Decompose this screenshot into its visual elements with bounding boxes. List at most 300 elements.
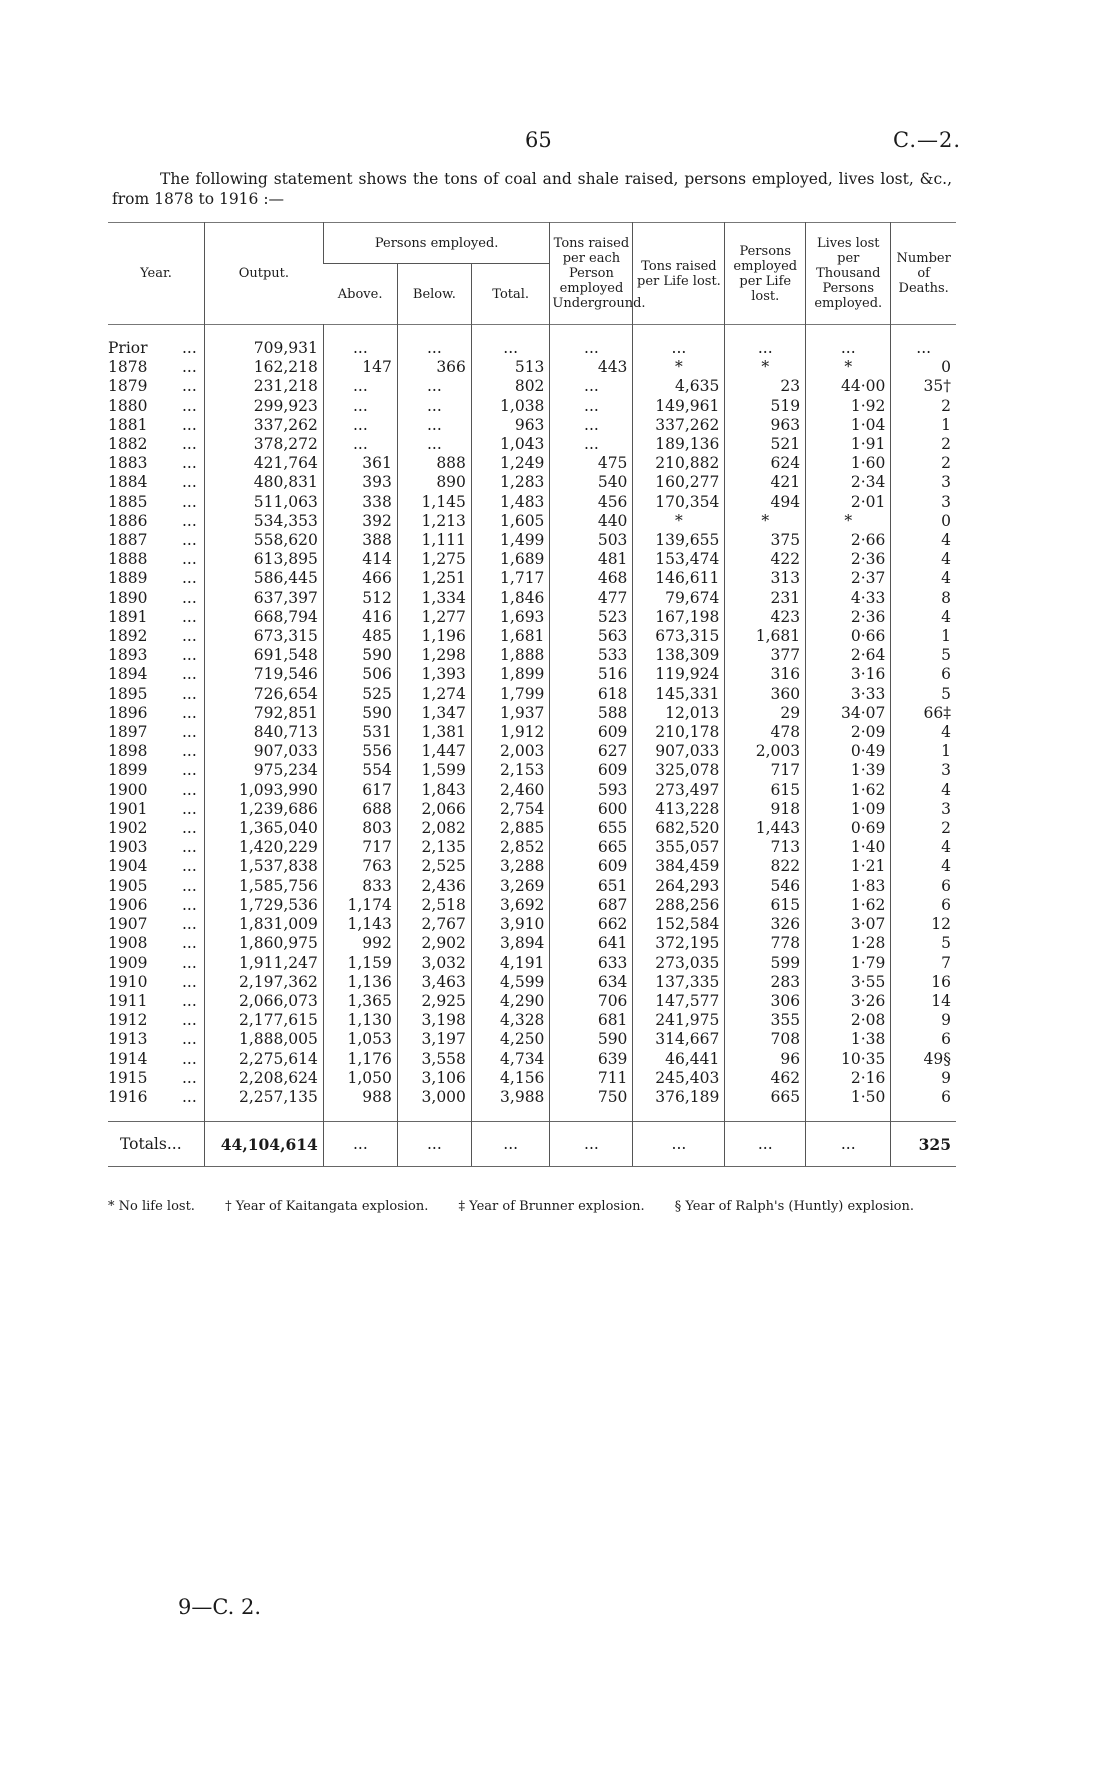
cell-output: 840,713: [204, 723, 323, 742]
cell-below: 1,347: [397, 704, 471, 723]
totals-tons-per-life: ...: [633, 1122, 725, 1167]
totals-label-cell: [108, 1122, 204, 1167]
cell-total: 2,153: [471, 761, 550, 780]
year-leader: ...: [182, 569, 197, 588]
cell-above: 556: [323, 742, 397, 761]
cell-output: 975,234: [204, 761, 323, 780]
cell-below: ...: [397, 435, 471, 454]
cell-deaths: 4: [891, 608, 956, 627]
table-row: [108, 435, 956, 454]
cell-output: 1,537,838: [204, 857, 323, 876]
cell-total: 1,038: [471, 397, 550, 416]
year-leader: ...: [182, 991, 197, 1010]
cell-lives-per-thousand: 0·66: [806, 627, 891, 646]
cell-output: 709,931: [204, 339, 323, 358]
cell-tons-per-life: 139,655: [633, 531, 725, 550]
cell-tons-per-person: 627: [550, 742, 633, 761]
cell-above: ...: [323, 397, 397, 416]
table-row: [108, 781, 956, 800]
year-label: 1893: [108, 646, 148, 665]
cell-tons-per-person: 481: [550, 550, 633, 569]
table-row: [108, 896, 956, 915]
header-year: Year.: [140, 266, 172, 281]
cell-tons-per-person: 634: [550, 973, 633, 992]
year-leader: ...: [182, 799, 197, 818]
cell-total: 1,799: [471, 685, 550, 704]
cell-deaths: 1: [891, 627, 956, 646]
year-leader: ...: [182, 972, 197, 991]
cell-tons-per-life: 146,611: [633, 569, 725, 588]
cell-output: 726,654: [204, 685, 323, 704]
year-leader: ...: [182, 492, 197, 511]
year-label: 1912: [108, 1011, 148, 1030]
cell-above: 485: [323, 627, 397, 646]
cell-year: [108, 435, 204, 454]
cell-tons-per-life: 384,459: [633, 857, 725, 876]
cell-below: ...: [397, 339, 471, 358]
cell-year: [108, 973, 204, 992]
cell-output: 558,620: [204, 531, 323, 550]
year-label: 1913: [108, 1030, 148, 1049]
cell-below: ...: [397, 377, 471, 396]
cell-below: 2,066: [397, 800, 471, 819]
cell-total: 4,191: [471, 954, 550, 973]
totals-persons-per-life: ...: [725, 1122, 806, 1167]
cell-output: 673,315: [204, 627, 323, 646]
statistics-table: [108, 222, 956, 1167]
cell-tons-per-person: 590: [550, 1030, 633, 1049]
cell-above: ...: [323, 435, 397, 454]
cell-tons-per-life: 337,262: [633, 416, 725, 435]
cell-above: ...: [323, 416, 397, 435]
cell-output: 2,275,614: [204, 1050, 323, 1069]
cell-tons-per-life: 137,335: [633, 973, 725, 992]
year-leader: ...: [182, 607, 197, 626]
cell-deaths: 4: [891, 723, 956, 742]
cell-lives-per-thousand: 1·83: [806, 877, 891, 896]
cell-below: 366: [397, 358, 471, 377]
cell-lives-per-thousand: *: [806, 358, 891, 377]
totals-below: ...: [397, 1122, 471, 1167]
cell-persons-per-life: 963: [725, 416, 806, 435]
cell-output: 1,420,229: [204, 838, 323, 857]
cell-persons-per-life: 717: [725, 761, 806, 780]
cell-lives-per-thousand: *: [806, 512, 891, 531]
cell-persons-per-life: 377: [725, 646, 806, 665]
spacer-row: [108, 1107, 956, 1122]
cell-year: [108, 819, 204, 838]
cell-tons-per-person: 609: [550, 723, 633, 742]
cell-lives-per-thousand: 1·28: [806, 934, 891, 953]
cell-below: ...: [397, 397, 471, 416]
cell-deaths: ...: [891, 339, 956, 358]
year-label: 1894: [108, 665, 148, 684]
year-label: 1892: [108, 627, 148, 646]
header-deaths: Number of Deaths.: [891, 223, 956, 325]
table-row: [108, 723, 956, 742]
cell-persons-per-life: *: [725, 512, 806, 531]
cell-lives-per-thousand: 1·60: [806, 454, 891, 473]
cell-total: 3,894: [471, 934, 550, 953]
cell-persons-per-life: 231: [725, 589, 806, 608]
cell-year: [108, 493, 204, 512]
cell-output: 613,895: [204, 550, 323, 569]
cell-tons-per-life: 119,924: [633, 665, 725, 684]
cell-lives-per-thousand: 1·09: [806, 800, 891, 819]
cell-tons-per-person: 563: [550, 627, 633, 646]
cell-deaths: 2: [891, 397, 956, 416]
cell-tons-per-person: 456: [550, 493, 633, 512]
cell-deaths: 4: [891, 531, 956, 550]
year-leader: ...: [182, 377, 197, 396]
cell-output: 231,218: [204, 377, 323, 396]
year-leader: ...: [182, 396, 197, 415]
footnotes: [108, 1198, 956, 1215]
table-row: [108, 742, 956, 761]
table-row: [108, 397, 956, 416]
year-label: 1887: [108, 531, 148, 550]
table-row: [108, 954, 956, 973]
cell-tons-per-life: 355,057: [633, 838, 725, 857]
cell-total: 4,250: [471, 1030, 550, 1049]
year-leader: ...: [182, 953, 197, 972]
cell-above: 1,050: [323, 1069, 397, 1088]
cell-tons-per-life: 145,331: [633, 685, 725, 704]
cell-year: [108, 416, 204, 435]
cell-year: [108, 454, 204, 473]
cell-tons-per-life: 314,667: [633, 1030, 725, 1049]
cell-tons-per-life: 160,277: [633, 473, 725, 492]
cell-tons-per-person: 540: [550, 473, 633, 492]
cell-below: 3,032: [397, 954, 471, 973]
cell-deaths: 1: [891, 416, 956, 435]
cell-year: [108, 512, 204, 531]
footnote-no-life-lost: * No life lost.: [108, 1199, 195, 1214]
cell-tons-per-life: 138,309: [633, 646, 725, 665]
table-row: [108, 973, 956, 992]
cell-below: 3,463: [397, 973, 471, 992]
cell-tons-per-life: 46,441: [633, 1050, 725, 1069]
year-label: 1902: [108, 819, 148, 838]
cell-persons-per-life: 708: [725, 1030, 806, 1049]
cell-tons-per-person: 533: [550, 646, 633, 665]
cell-total: 1,043: [471, 435, 550, 454]
cell-output: 792,851: [204, 704, 323, 723]
year-label: 1914: [108, 1049, 148, 1068]
year-leader: ...: [182, 1068, 197, 1087]
year-label: 1907: [108, 915, 148, 934]
cell-tons-per-person: 639: [550, 1050, 633, 1069]
cell-tons-per-person: 618: [550, 685, 633, 704]
cell-above: 590: [323, 704, 397, 723]
cell-above: 1,365: [323, 992, 397, 1011]
cell-below: 1,277: [397, 608, 471, 627]
cell-lives-per-thousand: 1·04: [806, 416, 891, 435]
cell-tons-per-person: 687: [550, 896, 633, 915]
year-label: 1890: [108, 588, 148, 607]
cell-year: [108, 742, 204, 761]
cell-output: 299,923: [204, 397, 323, 416]
cell-persons-per-life: 519: [725, 397, 806, 416]
cell-persons-per-life: 326: [725, 915, 806, 934]
cell-tons-per-life: 245,403: [633, 1069, 725, 1088]
cell-persons-per-life: *: [725, 358, 806, 377]
table-row: [108, 646, 956, 665]
cell-below: 1,334: [397, 589, 471, 608]
cell-deaths: 3: [891, 473, 956, 492]
totals-total: ...: [471, 1122, 550, 1167]
cell-below: 2,082: [397, 819, 471, 838]
cell-below: 1,393: [397, 665, 471, 684]
statistics-table-container: [108, 222, 956, 1167]
cell-lives-per-thousand: 2·36: [806, 608, 891, 627]
cell-year: [108, 685, 204, 704]
cell-tons-per-person: 468: [550, 569, 633, 588]
cell-tons-per-life: 147,577: [633, 992, 725, 1011]
table-row: [108, 627, 956, 646]
cell-deaths: 6: [891, 896, 956, 915]
cell-lives-per-thousand: 1·92: [806, 397, 891, 416]
cell-below: 1,381: [397, 723, 471, 742]
cell-deaths: 2: [891, 435, 956, 454]
year-leader: ...: [182, 531, 197, 550]
cell-tons-per-person: 600: [550, 800, 633, 819]
table-row: [108, 358, 956, 377]
year-leader: ...: [182, 838, 197, 857]
cell-tons-per-person: ...: [550, 397, 633, 416]
cell-tons-per-person: ...: [550, 435, 633, 454]
cell-above: 803: [323, 819, 397, 838]
cell-output: 1,888,005: [204, 1030, 323, 1049]
cell-deaths: 4: [891, 781, 956, 800]
cell-tons-per-life: 673,315: [633, 627, 725, 646]
cell-year: [108, 531, 204, 550]
cell-output: 1,860,975: [204, 934, 323, 953]
cell-total: 513: [471, 358, 550, 377]
year-leader: ...: [182, 819, 197, 838]
cell-lives-per-thousand: ...: [806, 339, 891, 358]
cell-persons-per-life: 615: [725, 781, 806, 800]
page-reference: C.—2.: [893, 128, 962, 152]
year-label: 1909: [108, 953, 148, 972]
cell-below: 3,197: [397, 1030, 471, 1049]
cell-tons-per-person: 443: [550, 358, 633, 377]
cell-below: 2,436: [397, 877, 471, 896]
cell-below: 1,213: [397, 512, 471, 531]
year-label: 1901: [108, 799, 148, 818]
cell-year: [108, 992, 204, 1011]
year-leader: ...: [182, 473, 197, 492]
cell-output: 534,353: [204, 512, 323, 531]
year-label: 1903: [108, 838, 148, 857]
cell-persons-per-life: 1,443: [725, 819, 806, 838]
cell-total: 1,689: [471, 550, 550, 569]
cell-lives-per-thousand: 1·62: [806, 896, 891, 915]
table-row: [108, 704, 956, 723]
year-label: 1904: [108, 857, 148, 876]
year-leader: ...: [182, 1030, 197, 1049]
cell-total: 1,249: [471, 454, 550, 473]
cell-persons-per-life: 521: [725, 435, 806, 454]
table-row: [108, 512, 956, 531]
header-persons-employed: Persons employed.: [323, 223, 550, 264]
cell-above: 512: [323, 589, 397, 608]
cell-lives-per-thousand: 1·91: [806, 435, 891, 454]
cell-output: 2,208,624: [204, 1069, 323, 1088]
cell-total: 2,003: [471, 742, 550, 761]
cell-year: [108, 934, 204, 953]
cell-output: 2,066,073: [204, 992, 323, 1011]
header-tons-per-person: Tons raised per each Person employed Underground.: [550, 223, 633, 325]
cell-total: 4,290: [471, 992, 550, 1011]
cell-tons-per-life: 372,195: [633, 934, 725, 953]
cell-above: 392: [323, 512, 397, 531]
cell-persons-per-life: 713: [725, 838, 806, 857]
year-leader: ...: [182, 358, 197, 377]
cell-above: 590: [323, 646, 397, 665]
cell-year: [108, 473, 204, 492]
cell-tons-per-person: 593: [550, 781, 633, 800]
cell-persons-per-life: ...: [725, 339, 806, 358]
totals-deaths: 325: [891, 1122, 956, 1167]
cell-deaths: 16: [891, 973, 956, 992]
cell-persons-per-life: 29: [725, 704, 806, 723]
cell-tons-per-person: 662: [550, 915, 633, 934]
cell-lives-per-thousand: 0·49: [806, 742, 891, 761]
cell-lives-per-thousand: 2·08: [806, 1011, 891, 1030]
cell-tons-per-life: 264,293: [633, 877, 725, 896]
table-row: [108, 934, 956, 953]
year-leader: ...: [182, 761, 197, 780]
cell-persons-per-life: 313: [725, 569, 806, 588]
cell-persons-per-life: 316: [725, 665, 806, 684]
cell-deaths: 4: [891, 569, 956, 588]
cell-deaths: 9: [891, 1069, 956, 1088]
cell-below: 1,251: [397, 569, 471, 588]
cell-output: 378,272: [204, 435, 323, 454]
page-number: 65: [525, 128, 552, 152]
cell-output: 907,033: [204, 742, 323, 761]
table-row: [108, 665, 956, 684]
cell-output: 1,585,756: [204, 877, 323, 896]
table-row: [108, 838, 956, 857]
year-label: 1896: [108, 703, 148, 722]
year-label: 1884: [108, 473, 148, 492]
year-leader: ...: [182, 915, 197, 934]
table-row: [108, 1050, 956, 1069]
spacer-row: [108, 325, 956, 340]
cell-below: 1,447: [397, 742, 471, 761]
cell-output: 1,831,009: [204, 915, 323, 934]
cell-deaths: 3: [891, 761, 956, 780]
cell-total: 4,156: [471, 1069, 550, 1088]
cell-total: 2,460: [471, 781, 550, 800]
year-label: 1881: [108, 415, 148, 434]
year-label: 1878: [108, 358, 148, 377]
cell-total: 1,483: [471, 493, 550, 512]
cell-persons-per-life: 822: [725, 857, 806, 876]
cell-above: 1,130: [323, 1011, 397, 1030]
cell-lives-per-thousand: 2·37: [806, 569, 891, 588]
cell-above: 361: [323, 454, 397, 473]
cell-tons-per-person: 633: [550, 954, 633, 973]
cell-total: 802: [471, 377, 550, 396]
year-leader: ...: [182, 665, 197, 684]
cell-lives-per-thousand: 3·26: [806, 992, 891, 1011]
cell-total: 3,988: [471, 1088, 550, 1107]
cell-year: [108, 1088, 204, 1107]
table-row: [108, 550, 956, 569]
cell-below: 2,518: [397, 896, 471, 915]
cell-output: 2,197,362: [204, 973, 323, 992]
cell-deaths: 7: [891, 954, 956, 973]
cell-persons-per-life: 494: [725, 493, 806, 512]
cell-above: 414: [323, 550, 397, 569]
cell-total: 1,605: [471, 512, 550, 531]
totals-output: 44,104,614: [204, 1122, 323, 1167]
cell-year: [108, 1050, 204, 1069]
table-row: [108, 589, 956, 608]
table-row: [108, 915, 956, 934]
cell-tons-per-person: 516: [550, 665, 633, 684]
cell-deaths: 14: [891, 992, 956, 1011]
cell-lives-per-thousand: 1·50: [806, 1088, 891, 1107]
cell-above: 1,143: [323, 915, 397, 934]
cell-tons-per-life: 149,961: [633, 397, 725, 416]
cell-persons-per-life: 23: [725, 377, 806, 396]
cell-above: 992: [323, 934, 397, 953]
cell-persons-per-life: 778: [725, 934, 806, 953]
totals-row: [108, 1122, 956, 1167]
year-label: 1900: [108, 780, 148, 799]
cell-output: 1,365,040: [204, 819, 323, 838]
cell-total: 2,885: [471, 819, 550, 838]
cell-above: 466: [323, 569, 397, 588]
year-label: 1910: [108, 972, 148, 991]
year-leader: ...: [182, 703, 197, 722]
cell-above: 1,053: [323, 1030, 397, 1049]
cell-tons-per-life: 153,474: [633, 550, 725, 569]
year-leader: ...: [182, 588, 197, 607]
cell-lives-per-thousand: 10·35: [806, 1050, 891, 1069]
cell-year: [108, 761, 204, 780]
cell-below: 1,145: [397, 493, 471, 512]
cell-below: 890: [397, 473, 471, 492]
cell-tons-per-person: 477: [550, 589, 633, 608]
cell-below: 1,298: [397, 646, 471, 665]
cell-persons-per-life: 423: [725, 608, 806, 627]
cell-year: [108, 857, 204, 876]
cell-below: 888: [397, 454, 471, 473]
cell-deaths: 6: [891, 877, 956, 896]
cell-persons-per-life: 665: [725, 1088, 806, 1107]
cell-above: 1,176: [323, 1050, 397, 1069]
cell-persons-per-life: 375: [725, 531, 806, 550]
cell-total: 1,888: [471, 646, 550, 665]
table-row: [108, 608, 956, 627]
year-leader: ...: [182, 1049, 197, 1068]
cell-output: 1,911,247: [204, 954, 323, 973]
cell-tons-per-person: 503: [550, 531, 633, 550]
cell-year: [108, 954, 204, 973]
year-leader: ...: [182, 454, 197, 473]
cell-deaths: 66‡: [891, 704, 956, 723]
cell-tons-per-person: 706: [550, 992, 633, 1011]
year-label: 1915: [108, 1068, 148, 1087]
cell-output: 480,831: [204, 473, 323, 492]
cell-persons-per-life: 422: [725, 550, 806, 569]
cell-deaths: 0: [891, 512, 956, 531]
